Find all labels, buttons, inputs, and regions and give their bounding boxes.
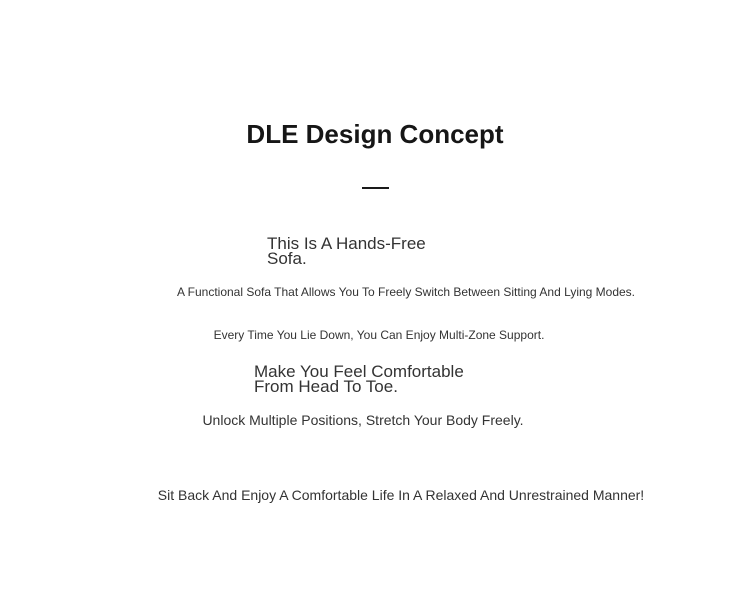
section-heading-comfortable <box>254 364 494 394</box>
description-line: Unlock Multiple Positions, Stretch Your Body Freely. <box>202 412 524 428</box>
heading-line: From Head To Toe. <box>254 377 398 396</box>
description-line: Sit Back And Enjoy A Comfortable Life In A Relaxed And Unrestrained Manner! <box>157 487 645 503</box>
heading-line: Make You Feel Comfortable <box>254 362 464 381</box>
description-line: Every Time You Lie Down, You Can Enjoy Multi-Zone Support. <box>213 328 545 342</box>
page-title: DLE Design Concept <box>246 119 504 149</box>
description-line: A Functional Sofa That Allows You To Freely Switch Between Sitting And Lying Modes. <box>176 285 636 299</box>
title-divider <box>362 187 389 189</box>
section-heading-hands-free <box>267 236 457 266</box>
heading-line: This Is A Hands-Free <box>267 234 426 253</box>
heading-line: Sofa. <box>267 249 307 268</box>
